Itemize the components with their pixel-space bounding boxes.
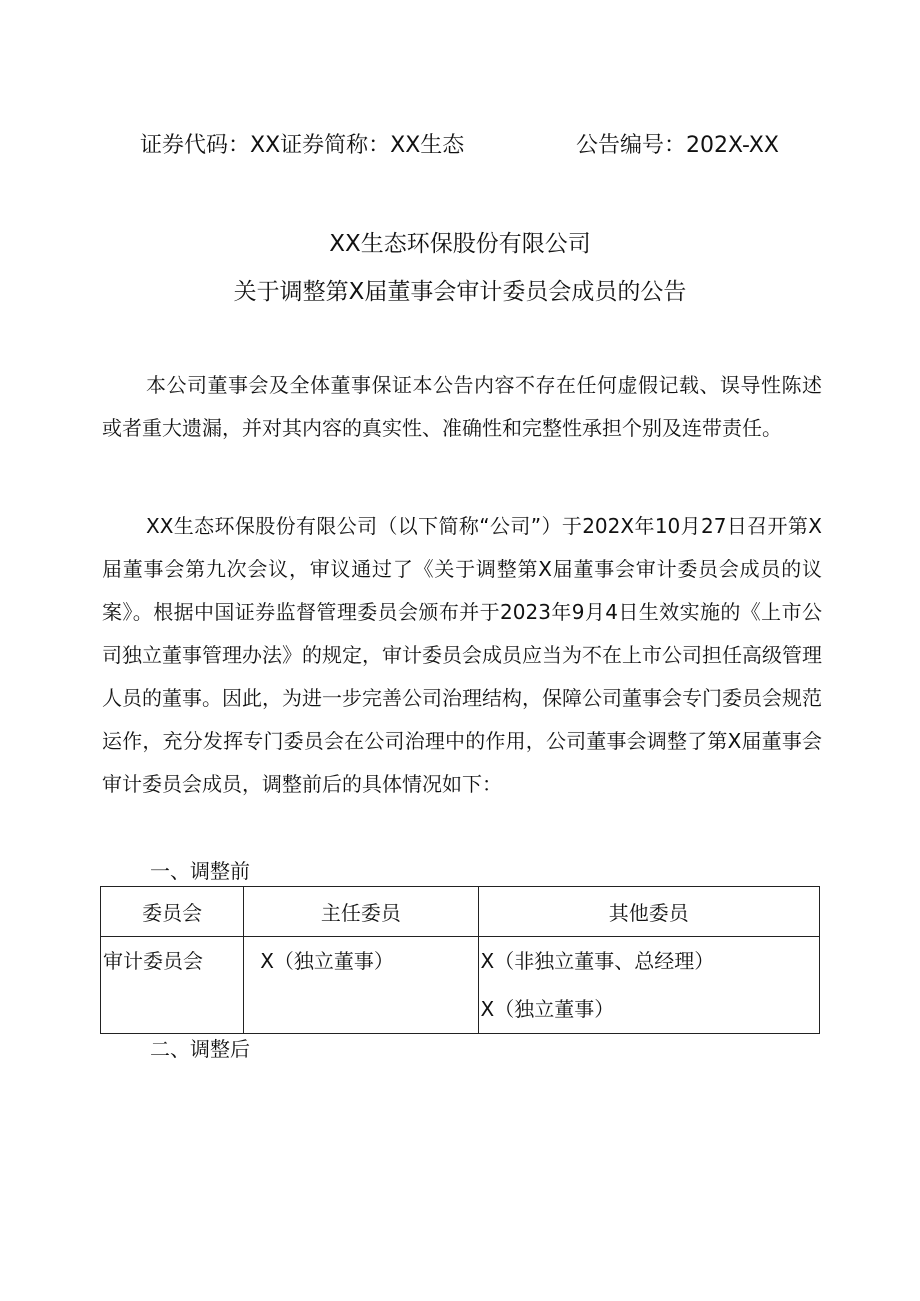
announcement-header xyxy=(0,128,920,164)
section-heading-before: 一、调整前 xyxy=(150,859,250,883)
other-member: X（独立董事） xyxy=(480,997,615,1021)
body-paragraph: XX生态环保股份有限公司（以下简称“公司”）于202X年10月27日召开第X届董事会第九次会议，审议通过了《关于调整第X届董事会审计委员会成员的议案》。根据中国证券监督管理委员会颁布并于2023年9月4日生效实施的《上市公司独立董事管理办法》的规定，审计委员会成员应当为不在上市公司担任高级管理人员的董事。因此，为进一步完善公司治理结构，保障公司董事会专门委员会规范运作，充分发挥专门委员会在公司治理中的作用，公司董事会调整了第X届董事会审计委员会成员，调整前后的具体情况如下： xyxy=(102,514,822,796)
section-heading-after: 二、调整后 xyxy=(150,1037,250,1061)
announcement-number: 公告编号：202X-XX xyxy=(576,133,779,158)
securities-info: 证券代码：XX证券简称：XX生态 xyxy=(140,133,465,158)
header-other-members: 其他委员 xyxy=(478,887,820,937)
committee-name: 审计委员会 xyxy=(103,949,203,973)
committee-cell xyxy=(101,937,244,1034)
disclaimer-paragraph: 本公司董事会及全体董事保证本公告内容不存在任何虚假记载、误导性陈述或者重大遗漏，并对其内容的真实性、准确性和完整性承担个别及连带责任。 xyxy=(102,373,822,440)
committee-table-before xyxy=(100,886,820,1034)
other-member: X（非独立董事、总经理） xyxy=(480,949,715,973)
company-title: XX生态环保股份有限公司 xyxy=(329,231,591,257)
table-row xyxy=(101,937,820,1034)
other-members-cell xyxy=(478,937,820,1034)
table-header-row xyxy=(101,887,820,937)
chair-member: X（独立董事） xyxy=(260,949,394,973)
chair-cell xyxy=(244,937,478,1034)
header-chair: 主任委员 xyxy=(244,887,478,937)
announcement-title: 关于调整第X届董事会审计委员会成员的公告 xyxy=(233,279,687,305)
header-committee: 委员会 xyxy=(101,887,244,937)
